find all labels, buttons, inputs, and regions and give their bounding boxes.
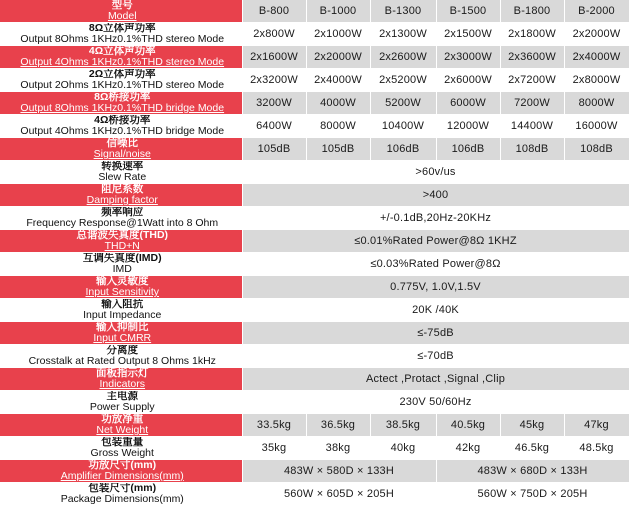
row-label bbox=[0, 23, 242, 46]
spec-row bbox=[0, 414, 629, 437]
model-b800: B-800 bbox=[242, 0, 306, 23]
value-cell-span: Actect ,Protact ,Signal ,Clip bbox=[242, 368, 629, 391]
value-cell: 2x7200W bbox=[500, 69, 564, 92]
label-zh: 阻尼系数 bbox=[101, 183, 144, 195]
label-zh: 功放净重 bbox=[101, 413, 144, 425]
label-en: Slew Rate bbox=[98, 171, 147, 183]
value-cell-span: >60v/us bbox=[242, 161, 629, 184]
label-zh: 包装尺寸(mm) bbox=[88, 482, 157, 494]
row-label bbox=[0, 276, 242, 299]
value-cell-span: ≤-75dB bbox=[242, 322, 629, 345]
model-b1300: B-1300 bbox=[370, 0, 436, 23]
label-zh: 功放尺寸(mm) bbox=[88, 459, 157, 471]
value-cell: 2x3600W bbox=[500, 46, 564, 69]
row-label bbox=[0, 115, 242, 138]
spec-row bbox=[0, 161, 629, 184]
label-en: Input CMRR bbox=[93, 332, 152, 344]
value-cell: 48.5kg bbox=[564, 437, 629, 460]
value-cell: 4000W bbox=[306, 92, 370, 115]
label-en: Output 4Ohms 1KHz0.1%THD bridge Mode bbox=[20, 125, 225, 137]
value-cell-span: +/-0.1dB,20Hz-20KHz bbox=[242, 207, 629, 230]
label-zh: 包装重量 bbox=[101, 436, 144, 448]
label-zh: 2Ω立体声功率 bbox=[88, 68, 156, 80]
label-en: Amplifier Dimensions(mm) bbox=[60, 470, 184, 482]
label-en: Gross Weight bbox=[90, 447, 154, 459]
row-label bbox=[0, 138, 242, 161]
label-en: Crosstalk at Rated Output 8 Ohms 1kHz bbox=[28, 355, 216, 367]
label-en: IMD bbox=[112, 263, 132, 275]
spec-row bbox=[0, 391, 629, 414]
value-cell: 47kg bbox=[564, 414, 629, 437]
header-row bbox=[0, 0, 629, 23]
value-cell: 105dB bbox=[306, 138, 370, 161]
value-cell: 2x1000W bbox=[306, 23, 370, 46]
spec-row bbox=[0, 138, 629, 161]
value-cell: 2x2000W bbox=[306, 46, 370, 69]
value-cell-half: 560W × 605D × 205H bbox=[242, 483, 436, 506]
value-cell-half: 560W × 750D × 205H bbox=[436, 483, 629, 506]
value-cell: 108dB bbox=[564, 138, 629, 161]
label-zh: 分离度 bbox=[106, 344, 138, 356]
value-cell-span: ≤-70dB bbox=[242, 345, 629, 368]
row-label bbox=[0, 92, 242, 115]
value-cell: 36.5kg bbox=[306, 414, 370, 437]
value-cell: 2x3000W bbox=[436, 46, 500, 69]
label-en: Frequency Response@1Watt into 8 Ohm bbox=[26, 217, 219, 229]
value-cell: 2x2000W bbox=[564, 23, 629, 46]
label-zh: 4Ω桥接功率 bbox=[94, 114, 151, 126]
label-zh: 4Ω立体声功率 bbox=[88, 45, 156, 57]
value-cell: 2x1500W bbox=[436, 23, 500, 46]
spec-row bbox=[0, 483, 629, 506]
label-en: Input Sensitivity bbox=[85, 286, 160, 298]
row-label bbox=[0, 437, 242, 460]
label-zh: 输入阻抗 bbox=[101, 298, 144, 310]
row-label bbox=[0, 345, 242, 368]
spec-row bbox=[0, 230, 629, 253]
spec-row bbox=[0, 460, 629, 483]
label-zh: 主电源 bbox=[106, 390, 138, 402]
label-zh: 面板指示灯 bbox=[96, 367, 149, 379]
spec-row bbox=[0, 184, 629, 207]
value-cell: 5200W bbox=[370, 92, 436, 115]
row-label bbox=[0, 69, 242, 92]
value-cell: 8000W bbox=[306, 115, 370, 138]
label-zh: 互调失真度(IMD) bbox=[82, 252, 162, 264]
value-cell: 2x6000W bbox=[436, 69, 500, 92]
row-label bbox=[0, 184, 242, 207]
value-cell: 2x8000W bbox=[564, 69, 629, 92]
model-b1500: B-1500 bbox=[436, 0, 500, 23]
value-cell: 7200W bbox=[500, 92, 564, 115]
row-label bbox=[0, 368, 242, 391]
model-b1000: B-1000 bbox=[306, 0, 370, 23]
value-cell: 14400W bbox=[500, 115, 564, 138]
row-label bbox=[0, 207, 242, 230]
value-cell-span: ≤0.03%Rated Power@8Ω bbox=[242, 253, 629, 276]
value-cell: 35kg bbox=[242, 437, 306, 460]
row-label bbox=[0, 299, 242, 322]
spec-row bbox=[0, 92, 629, 115]
row-label bbox=[0, 483, 242, 506]
label-zh: 8Ω立体声功率 bbox=[88, 22, 156, 34]
value-cell: 2x4000W bbox=[306, 69, 370, 92]
row-label bbox=[0, 391, 242, 414]
value-cell: 16000W bbox=[564, 115, 629, 138]
row-label bbox=[0, 460, 242, 483]
value-cell: 12000W bbox=[436, 115, 500, 138]
value-cell: 8000W bbox=[564, 92, 629, 115]
value-cell: 3200W bbox=[242, 92, 306, 115]
label-en: Model bbox=[107, 10, 137, 22]
value-cell: 2x1800W bbox=[500, 23, 564, 46]
value-cell: 45kg bbox=[500, 414, 564, 437]
value-cell: 2x800W bbox=[242, 23, 306, 46]
label-zh: 信噪比 bbox=[106, 137, 138, 149]
row-label bbox=[0, 230, 242, 253]
value-cell: 6400W bbox=[242, 115, 306, 138]
label-zh: 8Ω桥接功率 bbox=[94, 91, 151, 103]
value-cell: 38.5kg bbox=[370, 414, 436, 437]
value-cell: 106dB bbox=[436, 138, 500, 161]
value-cell: 2x1600W bbox=[242, 46, 306, 69]
value-cell: 40.5kg bbox=[436, 414, 500, 437]
value-cell: 38kg bbox=[306, 437, 370, 460]
spec-row bbox=[0, 345, 629, 368]
label-en: Net Weight bbox=[96, 424, 149, 436]
value-cell: 42kg bbox=[436, 437, 500, 460]
value-cell: 2x2600W bbox=[370, 46, 436, 69]
label-en: Output 8Ohms 1KHz0.1%THD bridge Mode bbox=[20, 102, 225, 114]
value-cell-span: 230V 50/60Hz bbox=[242, 391, 629, 414]
value-cell-span: 0.775V, 1.0V,1.5V bbox=[242, 276, 629, 299]
label-zh: 频率响应 bbox=[101, 206, 144, 218]
label-en: Output 8Ohms 1KHz0.1%THD stereo Mode bbox=[20, 33, 225, 45]
value-cell-half: 483W × 580D × 133H bbox=[242, 460, 436, 483]
row-label bbox=[0, 414, 242, 437]
spec-row bbox=[0, 322, 629, 345]
value-cell: 2x4000W bbox=[564, 46, 629, 69]
label-en: Power Supply bbox=[89, 401, 155, 413]
spec-row bbox=[0, 437, 629, 460]
spec-row bbox=[0, 276, 629, 299]
label-zh: 转换速率 bbox=[101, 160, 144, 172]
value-cell: 106dB bbox=[370, 138, 436, 161]
model-b2000: B-2000 bbox=[564, 0, 629, 23]
row-label bbox=[0, 46, 242, 69]
value-cell: 10400W bbox=[370, 115, 436, 138]
spec-row bbox=[0, 368, 629, 391]
row-label bbox=[0, 161, 242, 184]
label-zh: 输入灵敏度 bbox=[96, 275, 149, 287]
value-cell: 40kg bbox=[370, 437, 436, 460]
value-cell: 2x5200W bbox=[370, 69, 436, 92]
spec-row bbox=[0, 23, 629, 46]
value-cell: 2x3200W bbox=[242, 69, 306, 92]
value-cell: 33.5kg bbox=[242, 414, 306, 437]
spec-row bbox=[0, 207, 629, 230]
label-en: Output 2Ohms 1KHz0.1%THD stereo Mode bbox=[20, 79, 225, 91]
value-cell-span: 20K /40K bbox=[242, 299, 629, 322]
row-label bbox=[0, 322, 242, 345]
value-cell-span: ≤0.01%Rated Power@8Ω 1KHZ bbox=[242, 230, 629, 253]
value-cell: 6000W bbox=[436, 92, 500, 115]
label-zh: 型号 bbox=[111, 0, 133, 11]
label-en: Indicators bbox=[99, 378, 146, 390]
spec-row bbox=[0, 69, 629, 92]
spec-row bbox=[0, 299, 629, 322]
label-zh: 总谐波失真度(THD) bbox=[76, 229, 169, 241]
value-cell-span: >400 bbox=[242, 184, 629, 207]
model-b1800: B-1800 bbox=[500, 0, 564, 23]
header-label bbox=[0, 0, 242, 23]
label-zh: 输入抑制比 bbox=[96, 321, 149, 333]
value-cell: 46.5kg bbox=[500, 437, 564, 460]
label-en: Input Impedance bbox=[83, 309, 162, 321]
value-cell: 2x1300W bbox=[370, 23, 436, 46]
spec-row bbox=[0, 253, 629, 276]
label-en: Signal/noise bbox=[93, 148, 151, 160]
label-en: THD+N bbox=[104, 240, 140, 252]
spec-row bbox=[0, 46, 629, 69]
spec-row bbox=[0, 115, 629, 138]
value-cell-half: 483W × 680D × 133H bbox=[436, 460, 629, 483]
label-en: Output 4Ohms 1KHz0.1%THD stereo Mode bbox=[20, 56, 225, 68]
row-label bbox=[0, 253, 242, 276]
value-cell: 108dB bbox=[500, 138, 564, 161]
value-cell: 105dB bbox=[242, 138, 306, 161]
label-en: Package Dimensions(mm) bbox=[60, 493, 184, 505]
label-en: Damping factor bbox=[86, 194, 158, 206]
